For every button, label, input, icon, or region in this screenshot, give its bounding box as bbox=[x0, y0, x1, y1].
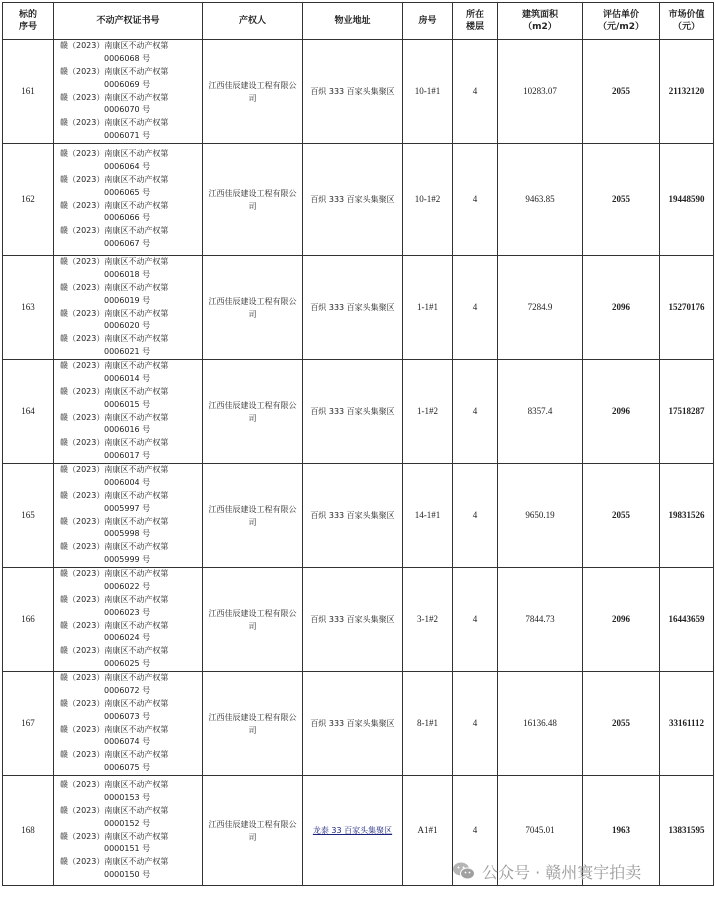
floor-cell: 4 bbox=[453, 40, 498, 144]
cert-line: 0006070 号 bbox=[104, 105, 151, 115]
cert-line: 0006075 号 bbox=[104, 762, 151, 772]
floor-cell: 4 bbox=[453, 672, 498, 776]
cert-number-cell bbox=[54, 672, 203, 776]
header-unit-price: 评估单价 （元/m2） bbox=[583, 3, 660, 40]
header-area: 建筑面积 （m2） bbox=[498, 3, 583, 40]
room-cell: 14-1#1 bbox=[403, 464, 453, 568]
cert-line: 0006022 号 bbox=[104, 582, 151, 592]
address-cell: 百炽 333 百家头集聚区 bbox=[303, 672, 403, 776]
floor-cell: 4 bbox=[453, 256, 498, 360]
cert-line: 赣（2023）南康区不动产权第 bbox=[60, 542, 169, 552]
table-row bbox=[3, 464, 714, 568]
cert-line: 赣（2023）南康区不动产权第 bbox=[60, 516, 169, 526]
cert-line: 赣（2023）南康区不动产权第 bbox=[60, 257, 169, 267]
cert-number-cell bbox=[54, 40, 203, 144]
watermark bbox=[452, 858, 641, 884]
market-value-cell: 19831526 bbox=[660, 464, 714, 568]
cert-line: 赣（2023）南康区不动产权第 bbox=[60, 831, 169, 841]
owner-cell: 江西佳辰建设工程有限公司 bbox=[203, 256, 303, 360]
cert-line: 赣（2023）南康区不动产权第 bbox=[60, 724, 169, 734]
address-cell: 百炽 333 百家头集聚区 bbox=[303, 256, 403, 360]
header-market-value: 市场价值 （元） bbox=[660, 3, 714, 40]
cert-line: 0006025 号 bbox=[104, 658, 151, 668]
market-value-cell: 21132120 bbox=[660, 40, 714, 144]
owner-cell: 江西佳辰建设工程有限公司 bbox=[203, 776, 303, 886]
market-value-cell: 19448590 bbox=[660, 144, 714, 256]
table-row bbox=[3, 144, 714, 256]
cert-line: 0006068 号 bbox=[104, 54, 151, 64]
area-cell: 8357.4 bbox=[498, 360, 583, 464]
cert-line: 赣（2023）南康区不动产权第 bbox=[60, 857, 169, 867]
market-value-cell: 16443659 bbox=[660, 568, 714, 672]
market-value-cell: 17518287 bbox=[660, 360, 714, 464]
cert-line: 赣（2023）南康区不动产权第 bbox=[60, 412, 169, 422]
lot-number-cell: 162 bbox=[3, 144, 54, 256]
address-cell: 百炽 333 百家头集聚区 bbox=[303, 144, 403, 256]
unit-price-cell: 2055 bbox=[583, 672, 660, 776]
header-cert-no: 不动产权证书号 bbox=[54, 3, 203, 40]
cert-line: 赣（2023）南康区不动产权第 bbox=[60, 569, 169, 579]
floor-cell: 4 bbox=[453, 144, 498, 256]
cert-line: 0006067 号 bbox=[104, 238, 151, 248]
wechat-icon bbox=[452, 859, 476, 883]
table-row bbox=[3, 672, 714, 776]
cert-line: 赣（2023）南康区不动产权第 bbox=[60, 334, 169, 344]
unit-price-cell: 2096 bbox=[583, 256, 660, 360]
cert-line: 0006004 号 bbox=[104, 478, 151, 488]
cert-line: 0006024 号 bbox=[104, 633, 151, 643]
owner-cell: 江西佳辰建设工程有限公司 bbox=[203, 144, 303, 256]
cert-line: 0006018 号 bbox=[104, 270, 151, 280]
room-cell: 10-1#2 bbox=[403, 144, 453, 256]
cert-number-cell bbox=[54, 568, 203, 672]
cert-line: 赣（2023）南康区不动产权第 bbox=[60, 361, 169, 371]
cert-line: 0006020 号 bbox=[104, 321, 151, 331]
cert-line: 0006064 号 bbox=[104, 162, 151, 172]
cert-line: 赣（2023）南康区不动产权第 bbox=[60, 92, 169, 102]
property-table bbox=[2, 2, 714, 886]
cert-line: 0006016 号 bbox=[104, 425, 151, 435]
cert-number-cell bbox=[54, 464, 203, 568]
lot-number-cell: 164 bbox=[3, 360, 54, 464]
cert-line: 0006071 号 bbox=[104, 130, 151, 140]
cert-number-cell bbox=[54, 256, 203, 360]
header-row bbox=[3, 3, 714, 40]
market-value-cell: 13831595 bbox=[660, 776, 714, 886]
cert-line: 赣（2023）南康区不动产权第 bbox=[60, 594, 169, 604]
room-cell: A1#1 bbox=[403, 776, 453, 886]
cert-line: 0006017 号 bbox=[104, 450, 151, 460]
table-row bbox=[3, 360, 714, 464]
cert-line: 赣（2023）南康区不动产权第 bbox=[60, 750, 169, 760]
owner-cell: 江西佳辰建设工程有限公司 bbox=[203, 360, 303, 464]
floor-cell: 4 bbox=[453, 464, 498, 568]
unit-price-cell: 1963 bbox=[583, 776, 660, 886]
address-cell: 百炽 333 百家头集聚区 bbox=[303, 568, 403, 672]
room-cell: 1-1#2 bbox=[403, 360, 453, 464]
owner-cell: 江西佳辰建设工程有限公司 bbox=[203, 40, 303, 144]
cert-line: 赣（2023）南康区不动产权第 bbox=[60, 438, 169, 448]
cert-line: 0006073 号 bbox=[104, 711, 151, 721]
area-cell: 9463.85 bbox=[498, 144, 583, 256]
area-cell: 10283.07 bbox=[498, 40, 583, 144]
cert-line: 赣（2023）南康区不动产权第 bbox=[60, 200, 169, 210]
cert-line: 0006065 号 bbox=[104, 187, 151, 197]
table-row bbox=[3, 40, 714, 144]
lot-number-cell: 166 bbox=[3, 568, 54, 672]
area-cell: 9650.19 bbox=[498, 464, 583, 568]
cert-line: 赣（2023）南康区不动产权第 bbox=[60, 282, 169, 292]
unit-price-cell: 2055 bbox=[583, 40, 660, 144]
lot-number-cell: 168 bbox=[3, 776, 54, 886]
cert-line: 0005998 号 bbox=[104, 529, 151, 539]
cert-number-cell bbox=[54, 144, 203, 256]
area-cell: 7284.9 bbox=[498, 256, 583, 360]
cert-line: 赣（2023）南康区不动产权第 bbox=[60, 308, 169, 318]
cert-line: 赣（2023）南康区不动产权第 bbox=[60, 386, 169, 396]
room-cell: 10-1#1 bbox=[403, 40, 453, 144]
cert-line: 赣（2023）南康区不动产权第 bbox=[60, 118, 169, 128]
cert-line: 0006015 号 bbox=[104, 399, 151, 409]
header-lot-no: 标的 序号 bbox=[3, 3, 54, 40]
lot-number-cell: 167 bbox=[3, 672, 54, 776]
owner-cell: 江西佳辰建设工程有限公司 bbox=[203, 568, 303, 672]
lot-number-cell: 163 bbox=[3, 256, 54, 360]
address-cell: 龙泰 33 百家头集聚区 bbox=[303, 776, 403, 886]
lot-number-cell: 165 bbox=[3, 464, 54, 568]
cert-line: 0006023 号 bbox=[104, 607, 151, 617]
cert-line: 赣（2023）南康区不动产权第 bbox=[60, 673, 169, 683]
header-floor: 所在 楼层 bbox=[453, 3, 498, 40]
cert-line: 0006069 号 bbox=[104, 79, 151, 89]
cert-line: 0000153 号 bbox=[104, 793, 151, 803]
cert-line: 0005997 号 bbox=[104, 503, 151, 513]
unit-price-cell: 2096 bbox=[583, 568, 660, 672]
cert-number-cell bbox=[54, 360, 203, 464]
cert-line: 赣（2023）南康区不动产权第 bbox=[60, 226, 169, 236]
area-cell: 7045.01 bbox=[498, 776, 583, 886]
cert-line: 赣（2023）南康区不动产权第 bbox=[60, 620, 169, 630]
address-cell: 百炽 333 百家头集聚区 bbox=[303, 360, 403, 464]
unit-price-cell: 2096 bbox=[583, 360, 660, 464]
cert-line: 赣（2023）南康区不动产权第 bbox=[60, 149, 169, 159]
cert-line: 0000151 号 bbox=[104, 844, 151, 854]
header-address: 物业地址 bbox=[303, 3, 403, 40]
cert-line: 赣（2023）南康区不动产权第 bbox=[60, 646, 169, 656]
area-cell: 16136.48 bbox=[498, 672, 583, 776]
cert-line: 赣（2023）南康区不动产权第 bbox=[60, 41, 169, 51]
room-cell: 1-1#1 bbox=[403, 256, 453, 360]
cert-line: 赣（2023）南康区不动产权第 bbox=[60, 66, 169, 76]
cert-line: 0005999 号 bbox=[104, 554, 151, 564]
owner-cell: 江西佳辰建设工程有限公司 bbox=[203, 464, 303, 568]
unit-price-cell: 2055 bbox=[583, 144, 660, 256]
room-cell: 8-1#1 bbox=[403, 672, 453, 776]
market-value-cell: 33161112 bbox=[660, 672, 714, 776]
table-row bbox=[3, 568, 714, 672]
cert-line: 赣（2023）南康区不动产权第 bbox=[60, 174, 169, 184]
address-cell: 百炽 333 百家头集聚区 bbox=[303, 40, 403, 144]
watermark-text: 公众号 · 赣州寰宇拍卖 bbox=[482, 862, 642, 882]
header-owner: 产权人 bbox=[203, 3, 303, 40]
cert-line: 0006072 号 bbox=[104, 686, 151, 696]
cert-line: 0006074 号 bbox=[104, 737, 151, 747]
floor-cell: 4 bbox=[453, 568, 498, 672]
cert-line: 0000152 号 bbox=[104, 818, 151, 828]
address-cell: 百炽 333 百家头集聚区 bbox=[303, 464, 403, 568]
area-cell: 7844.73 bbox=[498, 568, 583, 672]
unit-price-cell: 2055 bbox=[583, 464, 660, 568]
cert-line: 0006014 号 bbox=[104, 374, 151, 384]
cert-line: 赣（2023）南康区不动产权第 bbox=[60, 698, 169, 708]
lot-number-cell: 161 bbox=[3, 40, 54, 144]
cert-number-cell bbox=[54, 776, 203, 886]
cert-line: 0006021 号 bbox=[104, 346, 151, 356]
cert-line: 赣（2023）南康区不动产权第 bbox=[60, 465, 169, 475]
market-value-cell: 15270176 bbox=[660, 256, 714, 360]
header-room: 房号 bbox=[403, 3, 453, 40]
owner-cell: 江西佳辰建设工程有限公司 bbox=[203, 672, 303, 776]
cert-line: 赣（2023）南康区不动产权第 bbox=[60, 490, 169, 500]
cert-line: 0006066 号 bbox=[104, 213, 151, 223]
floor-cell: 4 bbox=[453, 360, 498, 464]
room-cell: 3-1#2 bbox=[403, 568, 453, 672]
floor-cell: 4 bbox=[453, 776, 498, 886]
cert-line: 赣（2023）南康区不动产权第 bbox=[60, 805, 169, 815]
cert-line: 0006019 号 bbox=[104, 295, 151, 305]
table-row bbox=[3, 256, 714, 360]
cert-line: 0000150 号 bbox=[104, 869, 151, 879]
cert-line: 赣（2023）南康区不动产权第 bbox=[60, 780, 169, 790]
